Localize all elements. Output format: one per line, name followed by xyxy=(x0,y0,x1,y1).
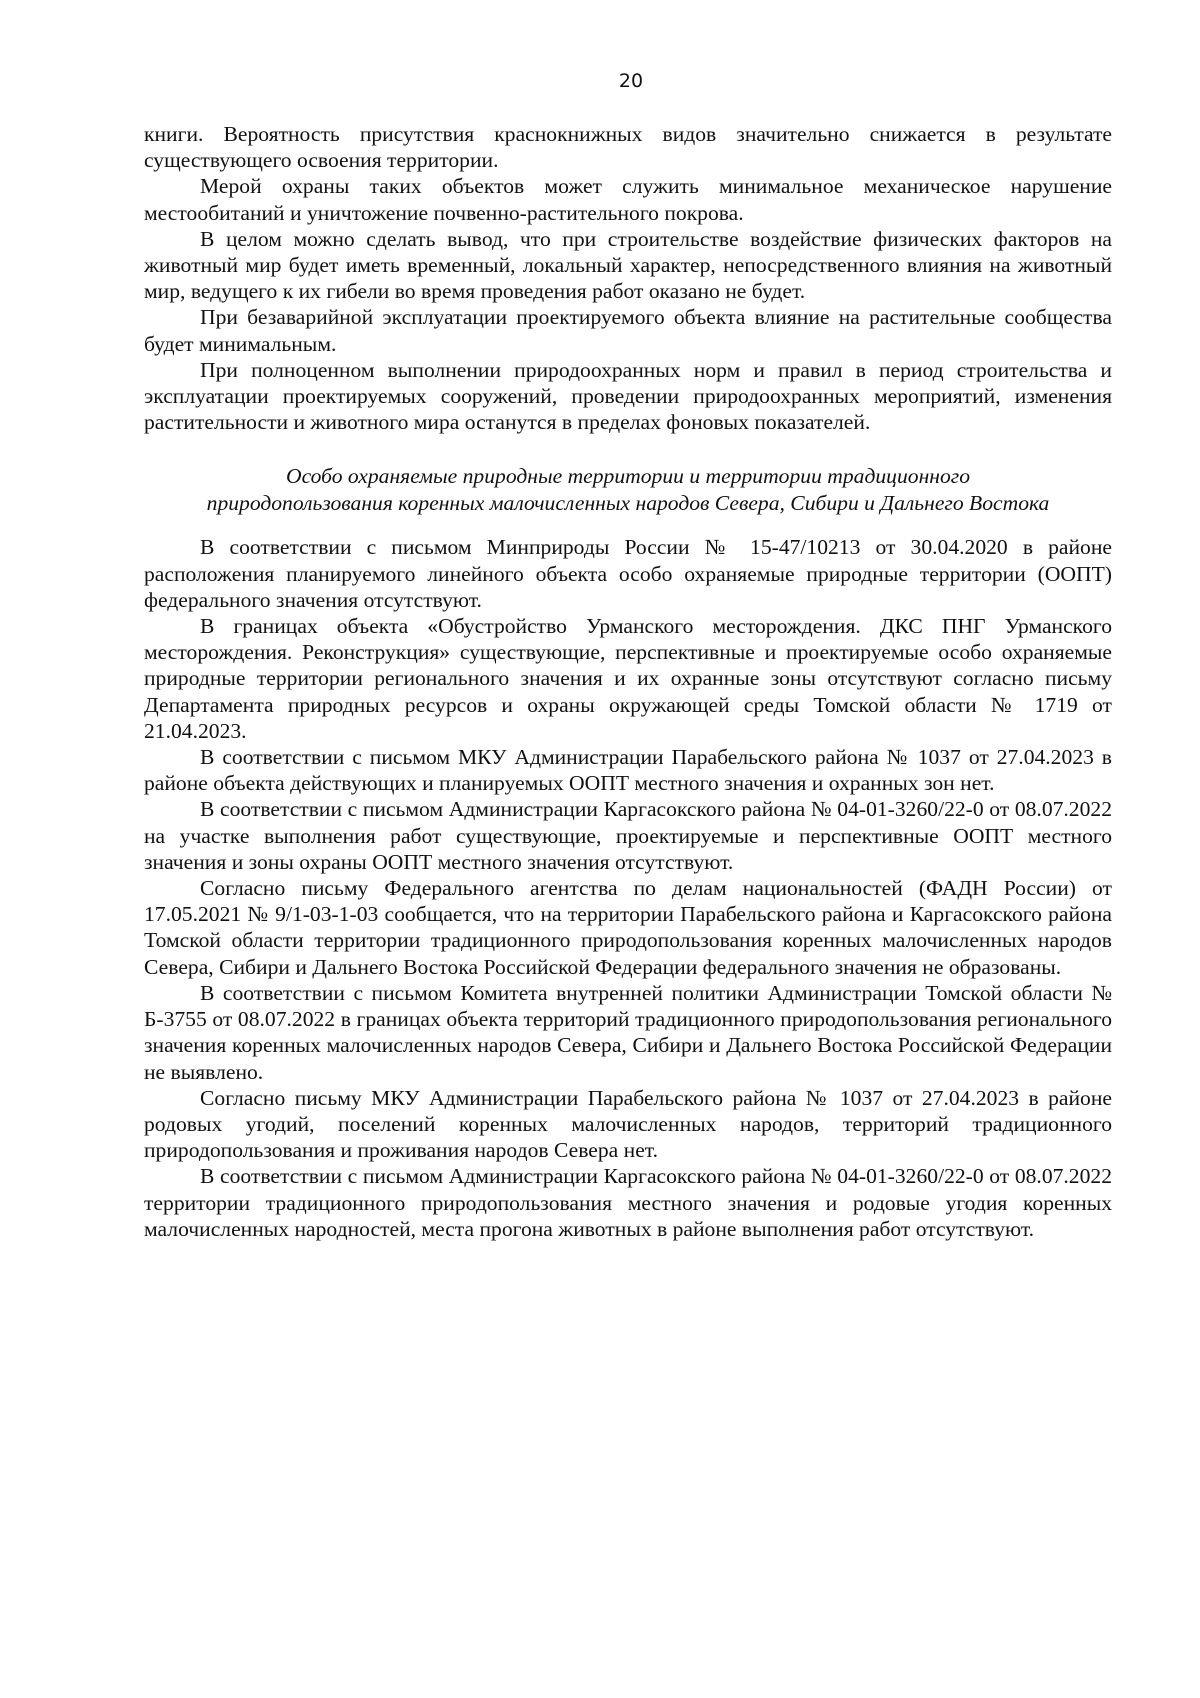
section-heading-line: Особо охраняемые природные территории и территории традиционного xyxy=(285,464,971,489)
paragraph: В соответствии с письмом Администрации Каргасокского района № 04-01-3260/22-0 от 08.07.2022 на участке выполнения работ существующие, проектируемые и перспективные ООПТ местного значения и зоны охраны ООПТ местного значения отсутствуют. xyxy=(144,797,1112,874)
paragraph: В соответствии с письмом Комитета внутренней политики Администрации Томской области № Б-3755 от 08.07.2022 в границах объекта территорий традиционного природопользования регионального значения коренных малочисленных народов Севера, Сибири и Дальнего Востока Российской Федерации не выявлено. xyxy=(144,980,1112,1084)
paragraph: Согласно письму Федерального агентства по делам национальностей (ФАДН России) от 17.05.2021 № 9/1-03-1-03 сообщается, что на территории Парабельского района и Каргасокского района Томской области территории традиционного природопользования коренных малочисленных народов Севера, Сибири и Дальнего Востока Российской Федерации федерального значения не образованы. xyxy=(144,876,1112,979)
page-body xyxy=(144,121,1112,1242)
section-heading xyxy=(144,463,1112,517)
paragraph: При безаварийной эксплуатации проектируемого объекта влияние на растительные сообщества будет минимальным. xyxy=(144,305,1112,356)
paragraph: Мерой охраны таких объектов может служить минимальное механическое нарушение местообитаний и уничтожение почвенно-растительного покрова. xyxy=(144,174,1112,225)
paragraph: В соответствии с письмом Минприроды России № 15-47/10213 от 30.04.2020 в районе расположения планируемого линейного объекта особо охраняемые природные территории (ООПТ) федерального значения отсутствуют. xyxy=(144,535,1112,612)
page-number: 20 xyxy=(618,70,644,92)
paragraph: книги. Вероятность присутствия краснокнижных видов значительно снижается в результате существующего освоения территории. xyxy=(144,122,1112,173)
paragraph: В границах объекта «Обустройство Урманского месторождения. ДКС ПНГ Урманского месторождения. Реконструкция» существующие, перспективные и проектируемые особо охраняемые природные территории регионального значения и их охранные зоны отсутствуют согласно письму Департамента природных ресурсов и охраны окружающей среды Томской области № 1719 от 21.04.2023. xyxy=(144,614,1112,743)
paragraph: В соответствии с письмом МКУ Администрации Парабельского района № 1037 от 27.04.2023 в районе объекта действующих и планируемых ООПТ местного значения и охранных зон нет. xyxy=(144,745,1112,796)
paragraph: В целом можно сделать вывод, что при строительстве воздействие физических факторов на животный мир будет иметь временный, локальный характер, непосредственного влияния на животный мир, ведущего к их гибели во время проведения работ оказано не будет. xyxy=(144,226,1112,304)
paragraph: При полноценном выполнении природоохранных норм и правил в период строительства и эксплуатации проектируемых сооружений, проведении природоохранных мероприятий, изменения растительности и животного мира останутся в пределах фоновых показателей. xyxy=(144,357,1112,435)
paragraph: В соответствии с письмом Администрации Каргасокского района № 04-01-3260/22-0 от 08.07.2022 территории традиционного природопользования местного значения и родовые угодия коренных малочисленных народностей, места прогона животных в районе выполнения работ отсутствуют. xyxy=(144,1164,1112,1241)
section-heading-line: природопользования коренных малочисленных народов Севера, Сибири и Дальнего Востока xyxy=(206,491,1050,516)
paragraph: Согласно письму МКУ Администрации Парабельского района № 1037 от 27.04.2023 в районе родовых угодий, поселений коренных малочисленных народов, территорий традиционного природопользования и проживания народов Севера нет. xyxy=(144,1085,1112,1163)
